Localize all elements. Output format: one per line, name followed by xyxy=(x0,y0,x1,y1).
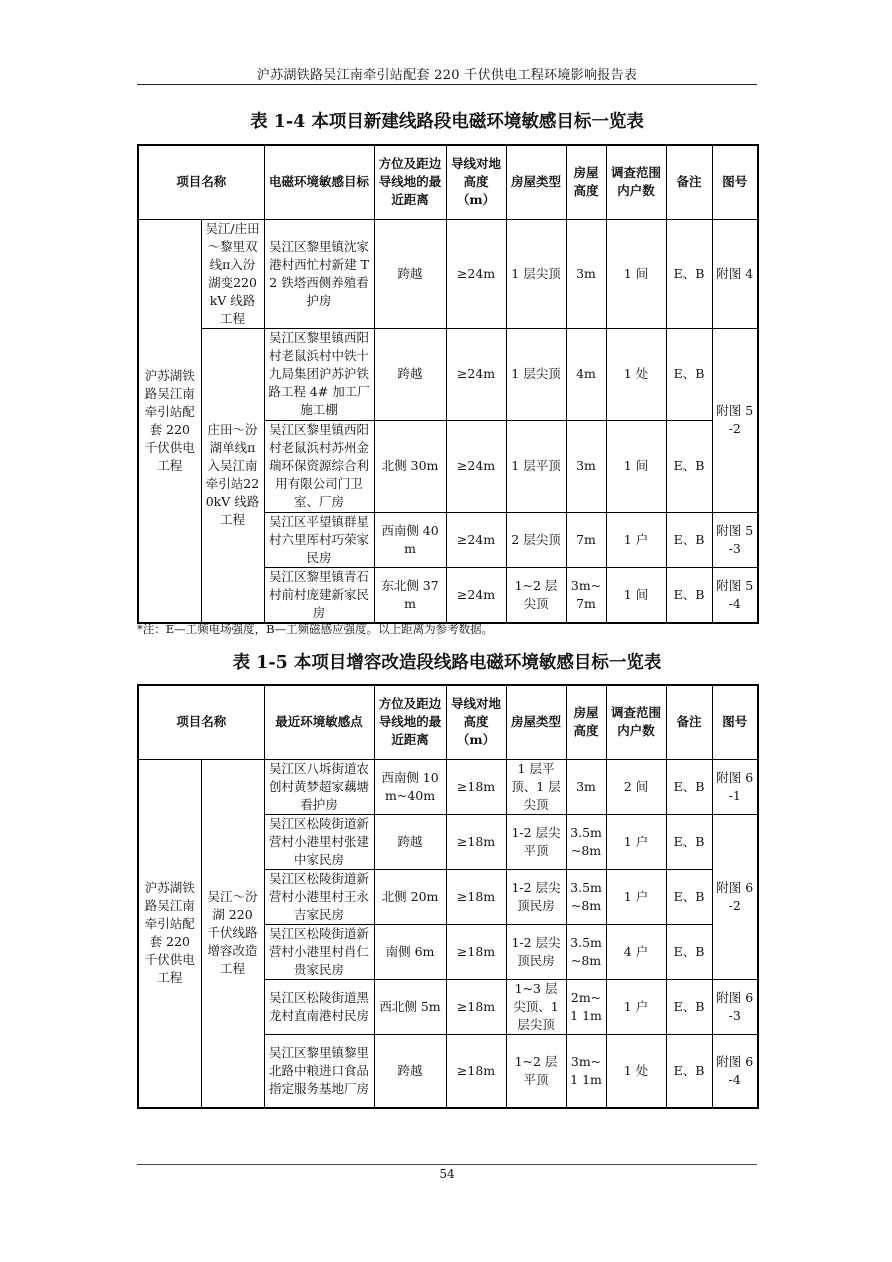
header-distance: 方位及距边导线地的最近距离 xyxy=(374,145,446,219)
remark: E、B xyxy=(666,512,712,567)
wire-height: ≥18m xyxy=(446,1034,506,1108)
wire-height: ≥18m xyxy=(446,979,506,1034)
house-type: 1 层平顶、1 层尖顶 xyxy=(506,759,566,814)
distance: 跨越 xyxy=(374,1034,446,1108)
house-height: 3m~7m xyxy=(566,567,606,623)
header-project: 项目名称 xyxy=(138,685,264,759)
table-row xyxy=(138,219,758,328)
figure-ref: 附图 5-2 xyxy=(712,328,758,512)
house-height: 4m xyxy=(566,328,606,420)
remark: E、B xyxy=(666,979,712,1034)
distance: 北侧 20m xyxy=(374,869,446,924)
figure-ref: 附图 4 xyxy=(712,219,758,328)
household-count: 1 户 xyxy=(606,512,666,567)
figure-ref: 附图 5-4 xyxy=(712,567,758,623)
wire-height: ≥18m xyxy=(446,759,506,814)
table-1-4-caption: 表 1-4 本项目新建线路段电磁环境敏感目标一览表 xyxy=(250,112,644,132)
house-height: 3.5m ~8m xyxy=(566,924,606,979)
house-height: 7m xyxy=(566,512,606,567)
wire-height: ≥24m xyxy=(446,328,506,420)
distance: 跨越 xyxy=(374,328,446,420)
house-type: 1 层平顶 xyxy=(506,420,566,512)
house-height: 3m xyxy=(566,219,606,328)
house-type: 1~2 层尖顶 xyxy=(506,567,566,623)
table-row xyxy=(138,759,758,814)
wire-height: ≥18m xyxy=(446,924,506,979)
target: 吴江区松陵街道新营村小港里村肖仁贵家民房 xyxy=(264,924,374,979)
distance: 西北侧 5m xyxy=(374,979,446,1034)
header-house-type: 房屋类型 xyxy=(506,145,566,219)
household-count: 1 间 xyxy=(606,567,666,623)
wire-height: ≥24m xyxy=(446,567,506,623)
target: 吴江区黎里镇黎里北路中粮进口食品指定服务基地厂房 xyxy=(264,1034,374,1108)
table-1-5-caption: 表 1-5 本项目增容改造段线路电磁环境敏感目标一览表 xyxy=(232,653,662,673)
house-type: 1 层尖顶 xyxy=(506,328,566,420)
household-count: 1 户 xyxy=(606,814,666,869)
remark: E、B xyxy=(666,328,712,420)
header-rule xyxy=(137,84,757,85)
project-name: 沪苏湖铁路吴江南牵引站配套 220 千伏供电工程 xyxy=(138,219,201,623)
wire-height: ≥18m xyxy=(446,814,506,869)
project-name: 沪苏湖铁路吴江南牵引站配套 220 千伏供电工程 xyxy=(138,759,201,1108)
figure-ref: 附图 6-2 xyxy=(712,814,758,979)
table-1-4 xyxy=(137,144,759,624)
header-house-height: 房屋高度 xyxy=(566,685,606,759)
household-count: 4 户 xyxy=(606,924,666,979)
wire-height: ≥24m xyxy=(446,512,506,567)
household-count: 1 间 xyxy=(606,219,666,328)
distance: 西南侧 10m~40m xyxy=(374,759,446,814)
target: 吴江区松陵街道新营村小港里村张建中家民房 xyxy=(264,814,374,869)
target: 吴江区黎里镇沈家港村西忙村新建 T2 铁塔西侧养殖看护房 xyxy=(264,219,374,328)
house-height: 3m xyxy=(566,759,606,814)
table-header-row xyxy=(138,145,758,219)
household-count: 1 户 xyxy=(606,979,666,1034)
figure-ref: 附图 6-1 xyxy=(712,759,758,814)
header-nearest-point: 最近环境敏感点 xyxy=(264,685,374,759)
target: 吴江区黎里镇青石村前村庞建新家民房 xyxy=(264,567,374,623)
figure-ref: 附图 6-3 xyxy=(712,979,758,1034)
house-type: 1-2 层尖顶民房 xyxy=(506,924,566,979)
distance: 北侧 30m xyxy=(374,420,446,512)
wire-height: ≥18m xyxy=(446,869,506,924)
household-count: 1 间 xyxy=(606,420,666,512)
header-remark: 备注 xyxy=(666,145,712,219)
target: 吴江区松陵街道黑龙村直南港村民房 xyxy=(264,979,374,1034)
house-height: 2m~1 1m xyxy=(566,979,606,1034)
household-count: 1 处 xyxy=(606,328,666,420)
header-household-count: 调查范围内户数 xyxy=(606,145,666,219)
house-type: 2 层尖顶 xyxy=(506,512,566,567)
target: 吴江区黎里镇西阳村老鼠浜村中铁十九局集团沪苏沪铁路工程 4# 加工厂施工棚 xyxy=(264,328,374,420)
header-project: 项目名称 xyxy=(138,145,264,219)
house-height: 3m~1 1m xyxy=(566,1034,606,1108)
table-1-5 xyxy=(137,684,759,1109)
household-count: 2 间 xyxy=(606,759,666,814)
running-header: 沪苏湖铁路吴江南牵引站配套 220 千伏供电工程环境影响报告表 xyxy=(256,68,638,83)
page-number: 54 xyxy=(439,1167,455,1181)
sub-project: 吴江/庄田～黎里双线π入汾湖变220kV 线路工程 xyxy=(201,219,264,328)
remark: E、B xyxy=(666,869,712,924)
table-row xyxy=(138,328,758,420)
distance: 西南侧 40m xyxy=(374,512,446,567)
footer-rule xyxy=(137,1164,757,1165)
figure-ref: 附图 5-3 xyxy=(712,512,758,567)
header-household-count: 调查范围内户数 xyxy=(606,685,666,759)
header-target: 电磁环境敏感目标 xyxy=(264,145,374,219)
header-figure: 图号 xyxy=(712,145,758,219)
house-type: 1~3 层尖顶、1 层尖顶 xyxy=(506,979,566,1034)
header-wire-height: 导线对地高度（m） xyxy=(446,145,506,219)
target: 吴江区平望镇群星村六里厍村巧荣家民房 xyxy=(264,512,374,567)
header-distance: 方位及距边导线地的最近距离 xyxy=(374,685,446,759)
household-count: 1 处 xyxy=(606,1034,666,1108)
header-figure: 图号 xyxy=(712,685,758,759)
header-remark: 备注 xyxy=(666,685,712,759)
remark: E、B xyxy=(666,814,712,869)
distance: 跨越 xyxy=(374,219,446,328)
header-house-height: 房屋高度 xyxy=(566,145,606,219)
distance: 南侧 6m xyxy=(374,924,446,979)
house-height: 3.5m ~8m xyxy=(566,869,606,924)
remark: E、B xyxy=(666,567,712,623)
sub-project: 吴江～汾湖 220 千伏线路增容改造工程 xyxy=(201,759,264,1108)
wire-height: ≥24m xyxy=(446,219,506,328)
remark: E、B xyxy=(666,1034,712,1108)
header-house-type: 房屋类型 xyxy=(506,685,566,759)
target: 吴江区松陵街道新营村小港里村王永吉家民房 xyxy=(264,869,374,924)
header-wire-height: 导线对地高度（m） xyxy=(446,685,506,759)
distance: 跨越 xyxy=(374,814,446,869)
remark: E、B xyxy=(666,420,712,512)
house-height: 3.5m ~8m xyxy=(566,814,606,869)
table-note: *注：E—工频电场强度，B—工频磁感应强度。以上距离为参考数据。 xyxy=(137,622,494,636)
household-count: 1 户 xyxy=(606,869,666,924)
distance: 东北侧 37m xyxy=(374,567,446,623)
house-type: 1 层尖顶 xyxy=(506,219,566,328)
target: 吴江区八坼街道农创村黄梦超家藕塘看护房 xyxy=(264,759,374,814)
table-header-row xyxy=(138,685,758,759)
figure-ref: 附图 6-4 xyxy=(712,1034,758,1108)
house-type: 1~2 层平顶 xyxy=(506,1034,566,1108)
house-height: 3m xyxy=(566,420,606,512)
remark: E、B xyxy=(666,219,712,328)
house-type: 1-2 层尖平顶 xyxy=(506,814,566,869)
remark: E、B xyxy=(666,759,712,814)
target: 吴江区黎里镇西阳村老鼠浜村苏州金瑞环保资源综合利用有限公司门卫室、厂房 xyxy=(264,420,374,512)
house-type: 1-2 层尖顶民房 xyxy=(506,869,566,924)
wire-height: ≥24m xyxy=(446,420,506,512)
remark: E、B xyxy=(666,924,712,979)
sub-project: 庄田～汾湖单线π入吴江南牵引站220kV 线路工程 xyxy=(201,328,264,623)
